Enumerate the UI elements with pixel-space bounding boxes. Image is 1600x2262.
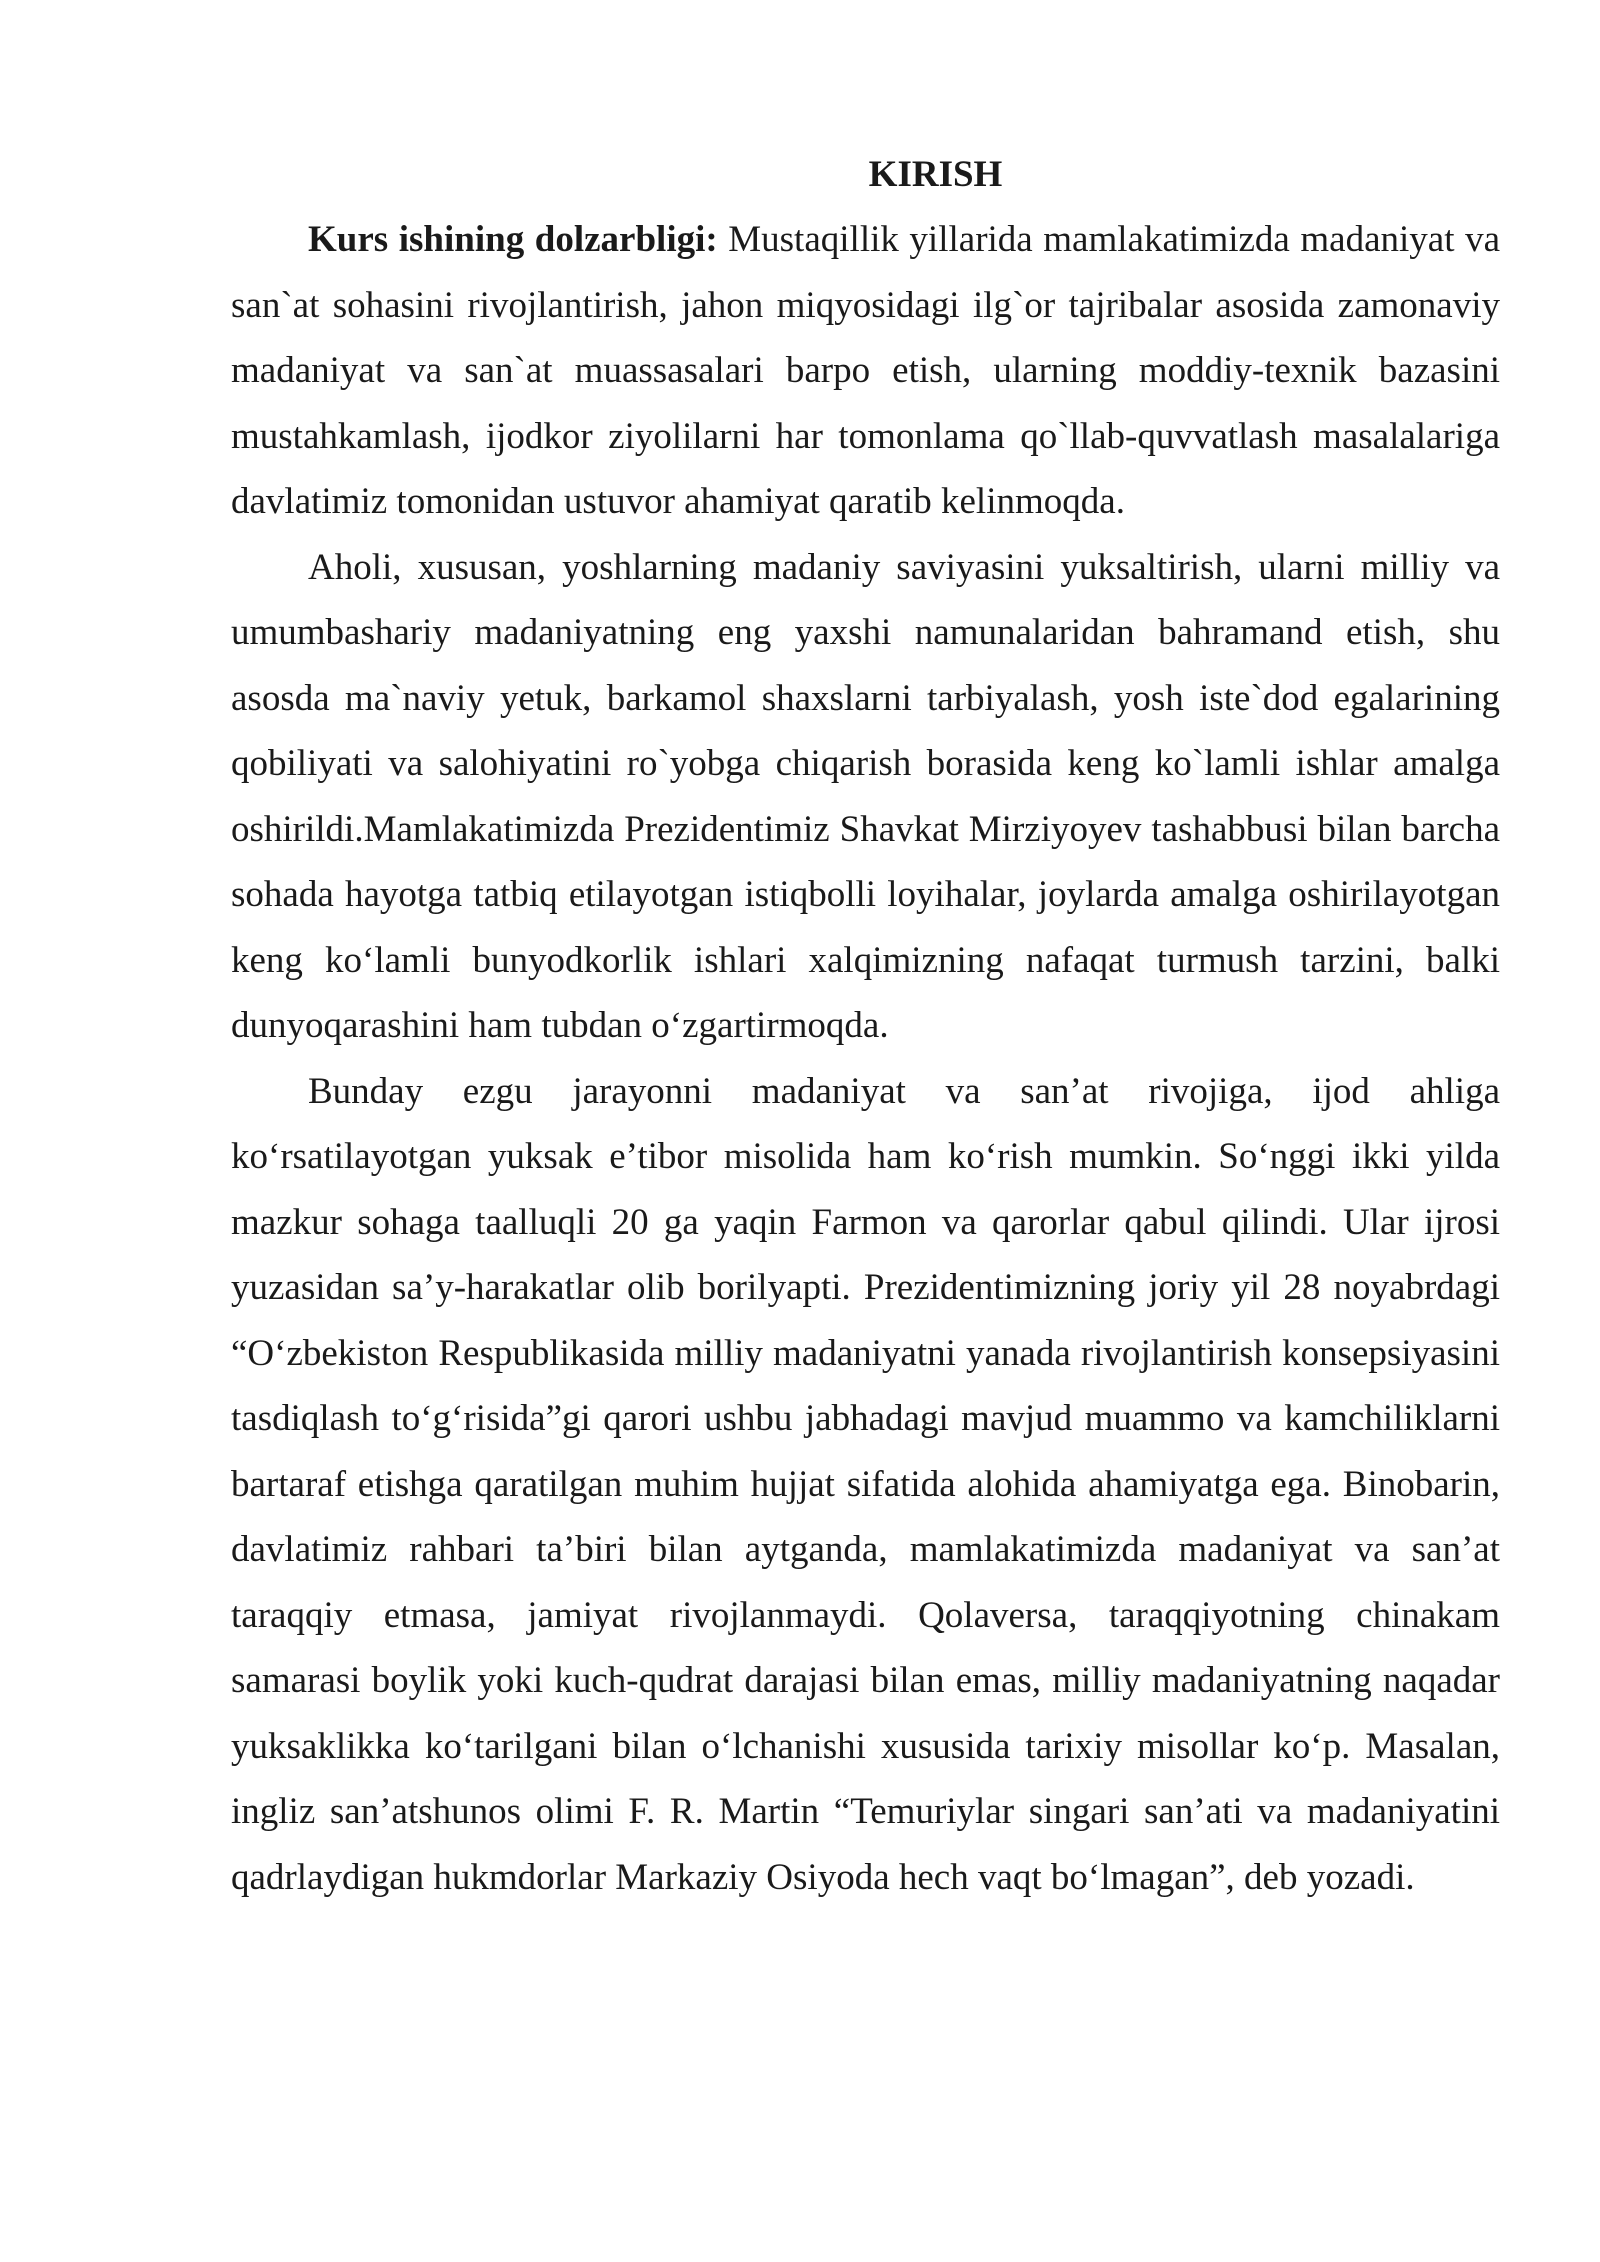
document-page <box>231 150 1500 1910</box>
paragraph-lead: Kurs ishining dolzarbligi: <box>308 219 718 260</box>
paragraph-text: Bunday ezgu jarayonni madaniyat va san’at rivojiga, ijod ahliga koʻrsatilayotgan yuksak e’tibor misolida ham koʻrish mumkin. Soʻnggi ikki yilda mazkur sohaga taalluqli 20 ga yaqin Farmon va qarorlar qabul qilindi. Ular ijrosi yuzasidan sa’y-harakatlar olib borilyapti. Prezidentimizning joriy yil 28 noyabrdagi “Oʻzbekiston Respublikasida milliy madaniyatni yanada rivojlantirish konsepsiyasini tasdiqlash toʻgʻrisida”gi qarori ushbu jabhadagi mavjud muammo va kamchiliklarni bartaraf etishga qaratilgan muhim hujjat sifatida alohida ahamiyatga ega. Binobarin, davlatimiz rahbari ta’biri bilan aytganda, mamlakatimizda madaniyat va san’at taraqqiy etmasa, jamiyat rivojlanmaydi. Qolaversa, taraqqiyotning chinakam samarasi boylik yoki kuch-qudrat darajasi bilan emas, milliy madaniyatning naqadar yuksaklikka koʻtarilgani bilan oʻlchanishi xususida tarixiy misollar koʻp. Masalan, ingliz san’atshunos olimi F. R. Martin “Temuriylar singari san’ati va madaniyatini qadrlaydigan hukmdorlar Markaziy Osiyoda hech vaqt boʻlmagan”, deb yozadi. <box>231 1070 1500 1898</box>
paragraph-text: Aholi, xususan, yoshlarning madaniy saviyasini yuksaltirish, ularni milliy va umumbashariy madaniyatning eng yaxshi namunalaridan bahramand etish, shu asosda ma`naviy yetuk, barkamol shaxslarni tarbiyalash, yosh iste`dod egalarining qobiliyati va salohiyatini ro`yobga chiqarish borasida keng ko`lamli ishlar amalga oshirildi.Mamlakatimizda Prezidentimiz Shavkat Mirziyoyev tashabbusi bilan barcha sohada hayotga tatbiq etilayotgan istiqbolli loyihalar, joylarda amalga oshirilayotgan keng koʻlamli bunyodkorlik ishlari xalqimizning nafaqat turmush tarzini, balki dunyoqarashini ham tubdan oʻzgartirmoqda. <box>231 546 1500 1046</box>
page-title: KIRISH <box>868 154 1003 195</box>
paragraph-text: Mustaqillik yillarida mamlakatimizda madaniyat va san`at sohasini rivojlantirish, jahon miqyosidagi ilg`or tajribalar asosida zamonaviy madaniyat va san`at muassasalari barpo etish, ularning moddiy-texnik bazasini mustahkamlash, ijodkor ziyolilarni har tomonlama qo`llab-quvvatlash masalalariga davlatimiz tomonidan ustuvor ahamiyat qaratib kelinmoqda. <box>231 219 1500 522</box>
paragraph-population <box>231 535 1500 1059</box>
paragraph-process <box>231 1059 1500 1911</box>
paragraph-relevance <box>231 207 1500 535</box>
